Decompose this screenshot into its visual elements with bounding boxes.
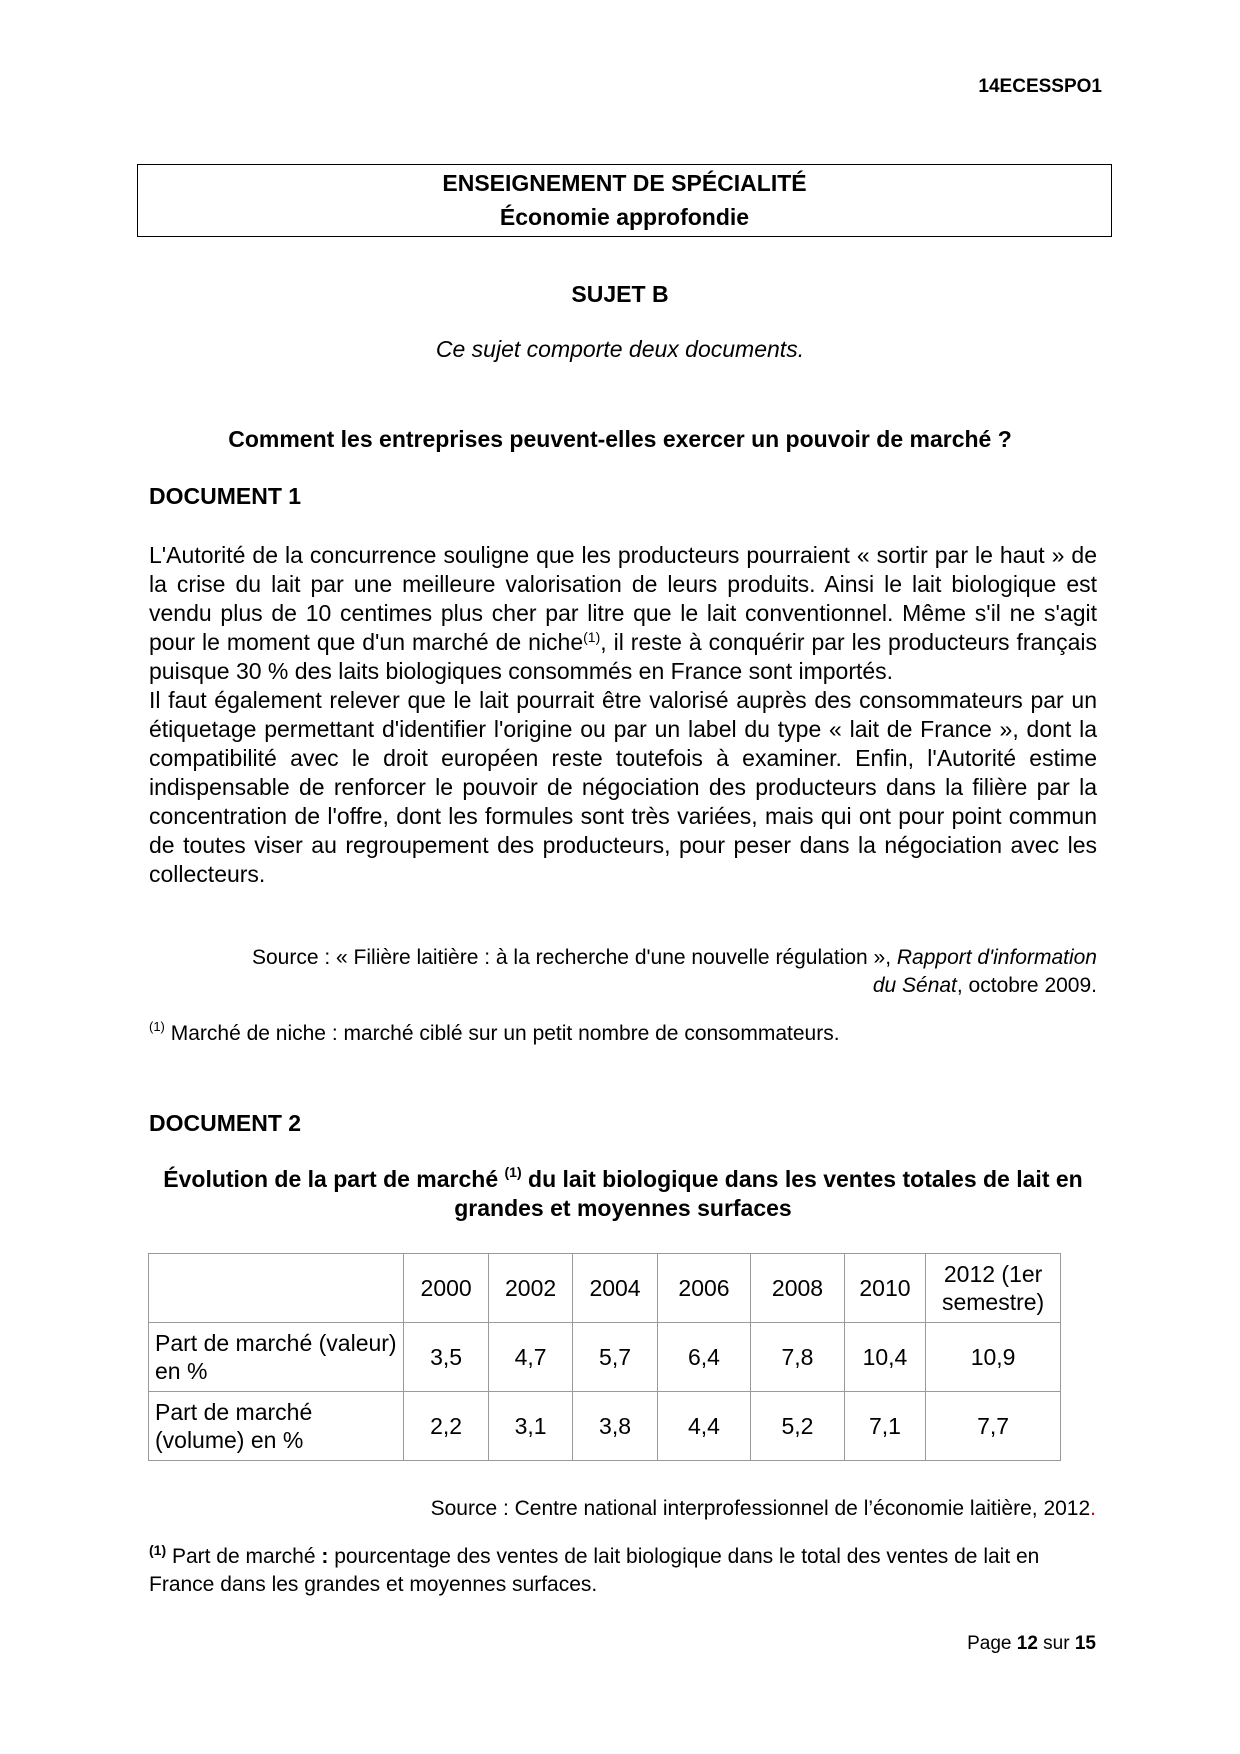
source-end-dot: .: [1090, 1497, 1096, 1520]
table-cell: 3,8: [573, 1392, 657, 1461]
footnote-text: Marché de niche : marché ciblé sur un petit nombre de consommateurs.: [164, 1022, 840, 1045]
source-publisher: du Sénat: [872, 974, 957, 997]
table-cell: 4,7: [488, 1323, 572, 1392]
paragraph-text: , il reste à conquérir par les producteurs français puisque 30 % des laits biologiques consommés en France sont importés.: [149, 629, 1097, 684]
table-column-header: 2002: [488, 1254, 572, 1323]
table-title-part-1: Évolution de la part de marché: [163, 1166, 505, 1192]
table-cell: 6,4: [657, 1323, 751, 1392]
table-row: [149, 1392, 1061, 1461]
table-column-header: 2000: [404, 1254, 488, 1323]
table-cell: 7,7: [926, 1392, 1061, 1461]
source-text: Source : Centre national interprofessionnel de l’économie laitière, 2012: [430, 1497, 1091, 1520]
table-corner-cell: [149, 1254, 404, 1323]
document-1-heading: DOCUMENT 1: [149, 483, 302, 509]
table-row-label: Part de marché (volume) en %: [149, 1392, 404, 1461]
table-cell: 3,1: [488, 1392, 572, 1461]
current-page: 12: [1016, 1633, 1038, 1654]
page-prefix: Page: [967, 1633, 1017, 1654]
table-cell: 7,8: [751, 1323, 845, 1392]
specialty-subtitle: Économie approfondie: [499, 204, 750, 230]
table-column-header: 2008: [751, 1254, 845, 1323]
footnote-colon: :: [321, 1545, 329, 1568]
exam-code: 14ECESSPO1: [978, 76, 1102, 97]
table-title-part-2: du lait biologique dans les ventes totales de lait en grandes et moyennes surfaces: [454, 1166, 1083, 1221]
page-number: [967, 1633, 1096, 1655]
table-cell: 7,1: [844, 1392, 925, 1461]
table-column-header: 2010: [844, 1254, 925, 1323]
document-2-source: [149, 1497, 1096, 1521]
table-column-header: 2012 (1er semestre): [926, 1254, 1061, 1323]
table-column-header: 2004: [573, 1254, 657, 1323]
table-cell: 4,4: [657, 1392, 751, 1461]
market-share-table: [148, 1253, 1061, 1461]
total-pages: 15: [1074, 1633, 1096, 1654]
table-header-row: [149, 1254, 1061, 1323]
document-1-footnote: [149, 1019, 840, 1046]
document-2-heading: DOCUMENT 2: [149, 1110, 302, 1136]
footnote-label: Part de marché: [166, 1545, 322, 1568]
paragraph-text: L'Autorité de la concurrence souligne que les producteurs pourraient « sortir par le haut » de la crise du lait par une meilleure valorisation de leurs produits. Ainsi le lait biologique est vendu plus de 10 centimes plus cher par litre que le lait conventionnel. Même s'il ne s'agit pour le moment que d'un marché de niche: [149, 542, 1097, 655]
specialty-title: ENSEIGNEMENT DE SPÉCIALITÉ: [442, 170, 807, 196]
source-prefix: Source : « Filière laitière : à la recherche d'une nouvelle régulation »,: [251, 946, 897, 969]
footnote-ref: (1): [149, 1542, 167, 1558]
table-cell: 5,7: [573, 1323, 657, 1392]
document-2-footnote: [149, 1543, 1097, 1599]
footnote-ref: (1): [504, 1164, 522, 1180]
table-title: [149, 1165, 1097, 1223]
table-cell: 5,2: [751, 1392, 845, 1461]
document-1-text: [149, 541, 1097, 889]
footnote-ref: (1): [149, 1019, 165, 1034]
table-cell: 10,4: [844, 1323, 925, 1392]
table-cell: 3,5: [404, 1323, 488, 1392]
document-1-source: [149, 944, 1097, 1000]
specialty-box: [137, 164, 1112, 237]
table-cell: 10,9: [926, 1323, 1061, 1392]
footnote-ref: (1): [583, 629, 601, 645]
subject-question: Comment les entreprises peuvent-elles exercer un pouvoir de marché ?: [228, 426, 1012, 452]
source-date: , octobre 2009.: [956, 974, 1097, 997]
document-1-paragraph-2: Il faut également relever que le lait pourrait être valorisé auprès des consommateurs par un étiquetage permettant d'identifier l'origine ou par un label du type « lait de France », dont la compatibilité avec le droit européen reste toutefois à examiner. Enfin, l'Autorité estime indispensable de renforcer le pouvoir de négociation des producteurs dans la filière par la concentration de l'offre, dont les formules sont très variées, mais qui ont pour point commun de toutes viser au regroupement des producteurs, pour peser dans la négociation avec les collecteurs.: [149, 687, 1097, 887]
table-column-header: 2006: [657, 1254, 751, 1323]
source-publication: Rapport d'information: [896, 946, 1097, 969]
subject-intro: Ce sujet comporte deux documents.: [435, 336, 805, 362]
subject-title: SUJET B: [571, 281, 669, 307]
table-cell: 2,2: [404, 1392, 488, 1461]
table-row: [149, 1323, 1061, 1392]
document-1-paragraph-1: [149, 541, 1097, 686]
table-row-label: Part de marché (valeur) en %: [149, 1323, 404, 1392]
footnote-text: pourcentage des ventes de lait biologique dans le total des ventes de lait en France dans les grandes et moyennes surfaces.: [149, 1545, 1040, 1596]
page-middle: sur: [1037, 1633, 1075, 1654]
